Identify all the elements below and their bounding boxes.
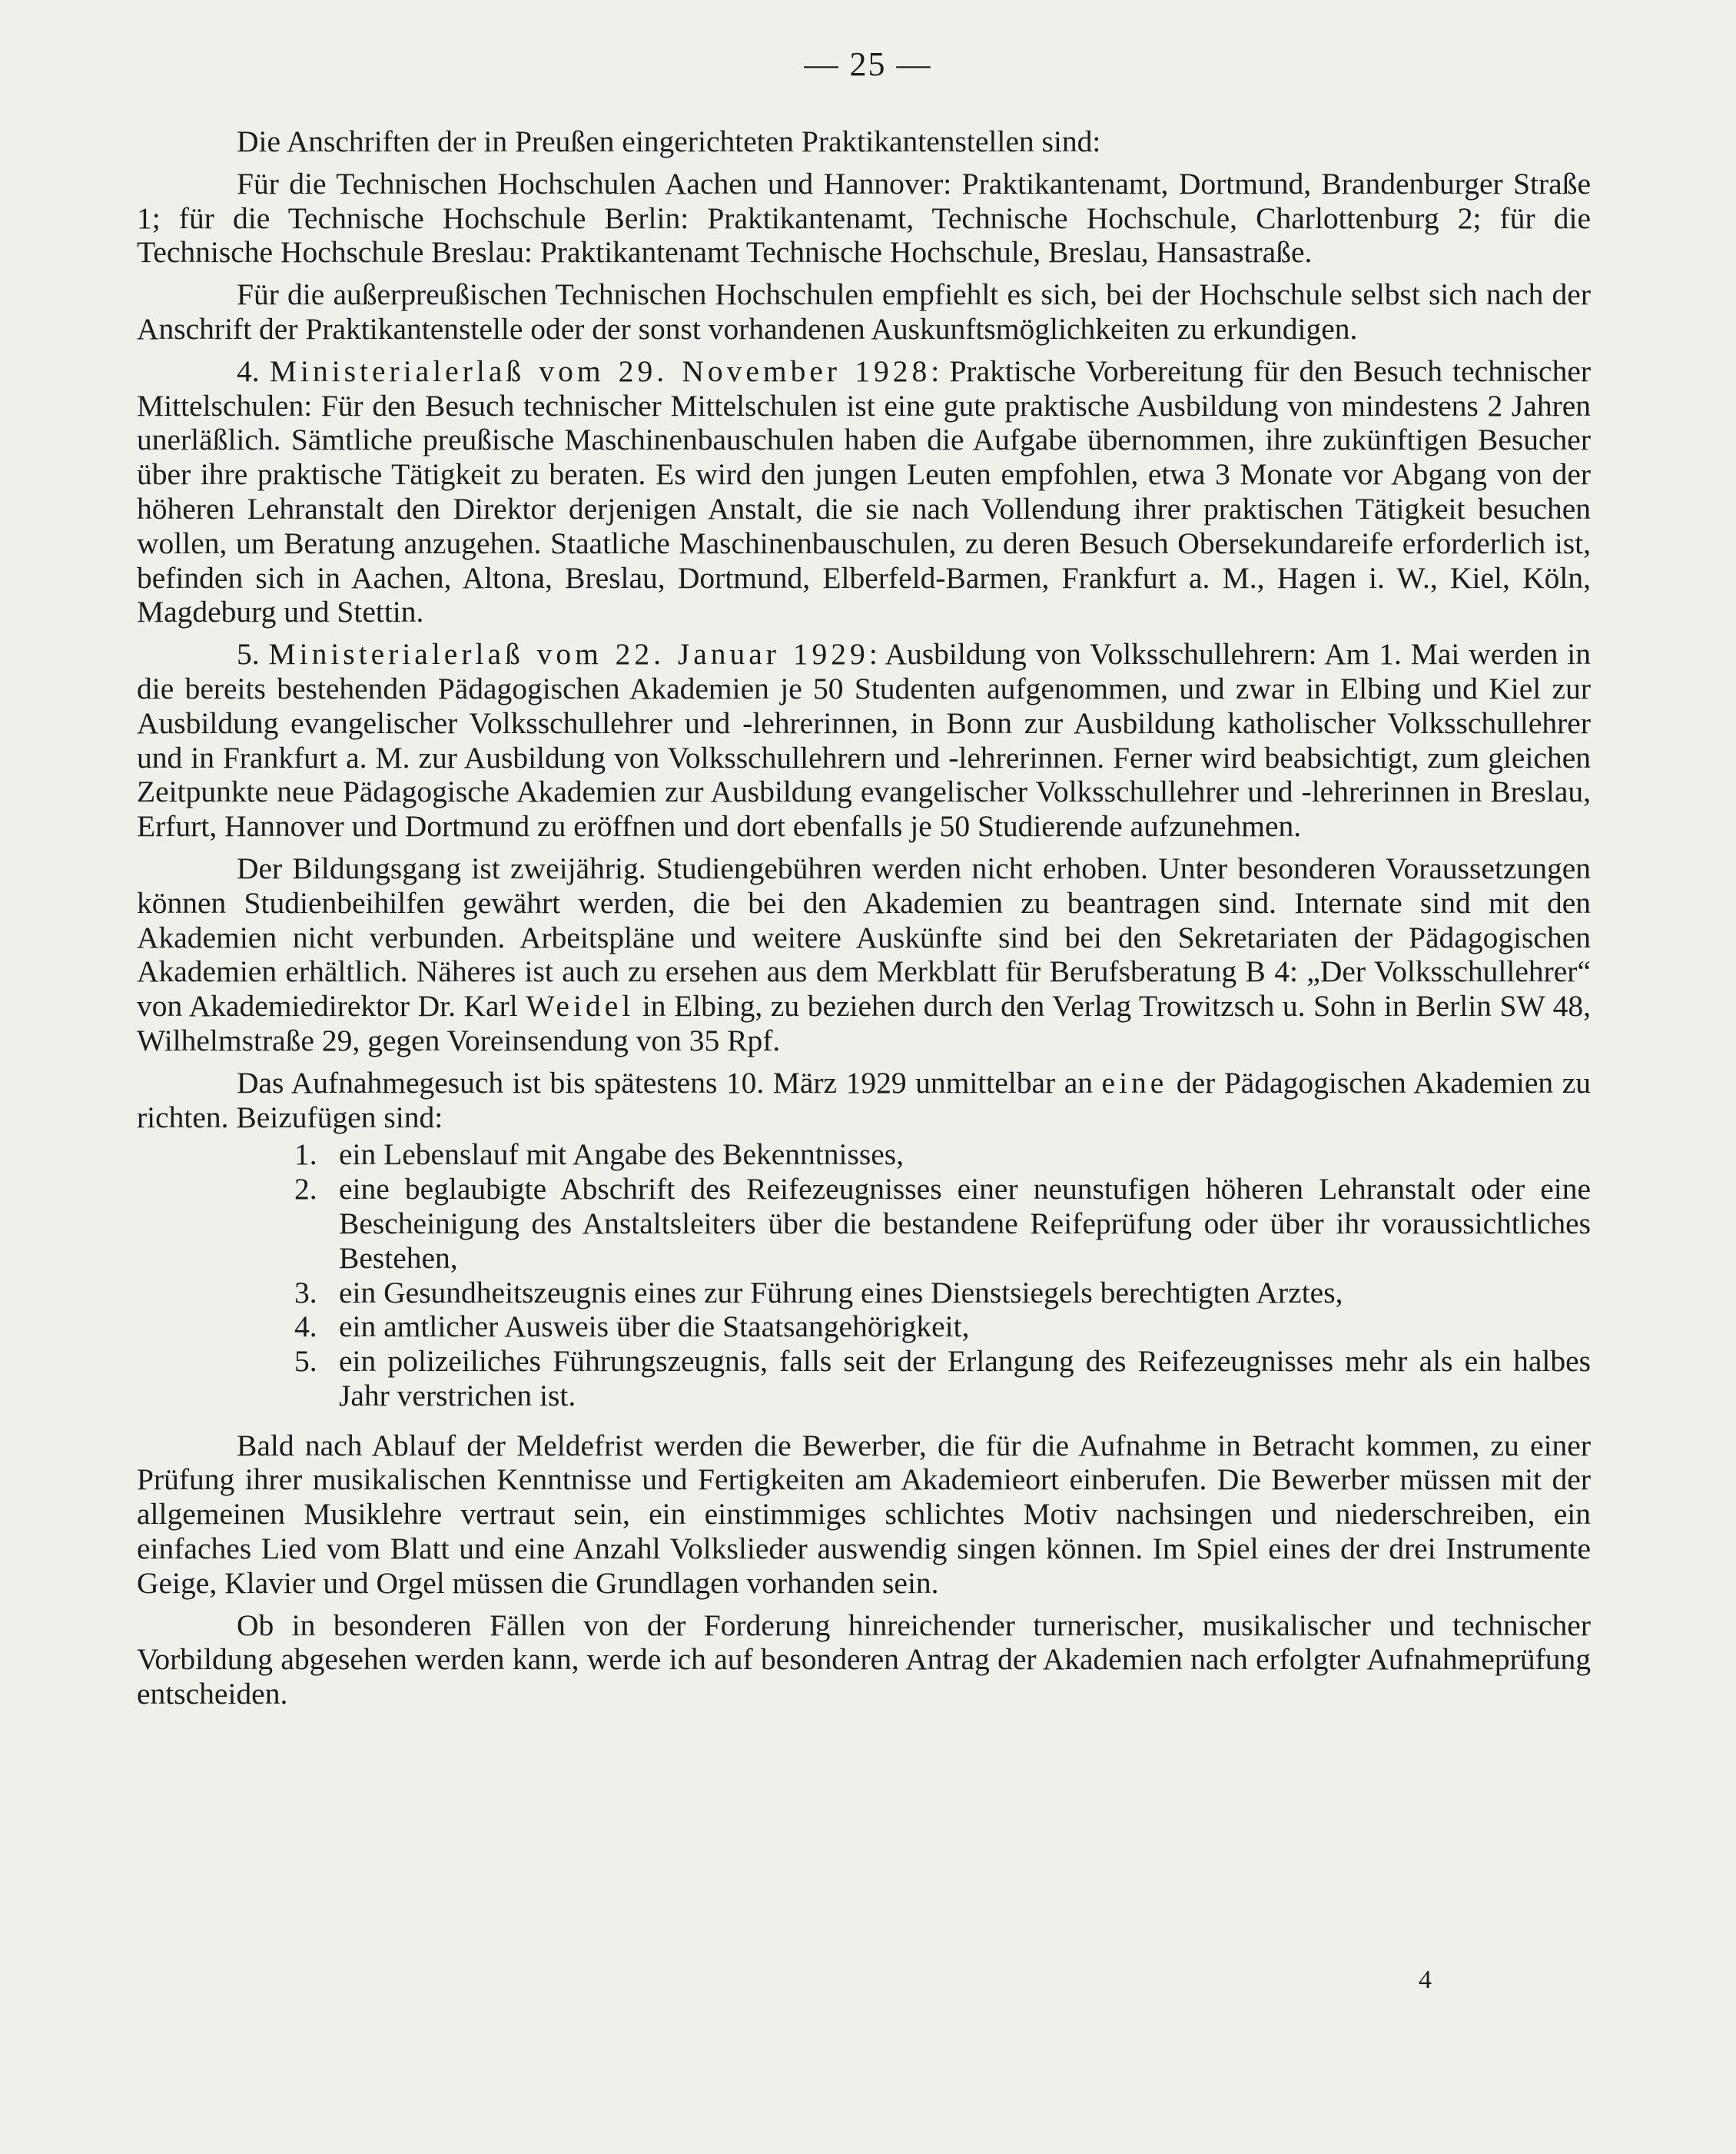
list-item <box>294 1344 1591 1413</box>
list-item-number: 2. <box>294 1172 317 1206</box>
body-text <box>137 124 1591 1711</box>
paragraph-decree-4 <box>137 354 1591 629</box>
paragraph-technical-universities: Für die Technischen Hochschulen Aachen und Hannover: Praktikantenamt, Dortmund, Brandenburger Straße 1; für die Technische Hochschule Berlin: Praktikantenamt, Technische Hochschule, Charlottenburg 2; für die Technische Hochschule Breslau: Praktikantenamt Technische Hochschule, Breslau, Hansastraße. <box>137 166 1591 270</box>
list-item-number: 4. <box>294 1309 317 1344</box>
decree-5-title: Ministerialerlaß vom 22. Januar 1929 <box>268 637 869 672</box>
paragraph-non-prussian: Für die außerpreußischen Technischen Hochschulen empfiehlt es sich, bei der Hochschule selbst sich nach der Anschrift der Praktikantenstelle oder der sonst vorhandenen Auskunftsmöglichkeiten zu erkundigen. <box>137 277 1591 346</box>
list-item-text: ein polizeiliches Führungszeugnis, falls seit der Erlangung des Reifezeugnisses mehr als ein halbes Jahr verstrichen ist. <box>339 1344 1591 1412</box>
list-item <box>294 1172 1591 1275</box>
list-item-number: 3. <box>294 1275 317 1309</box>
decree-4-body: : Praktische Vorbereitung für den Besuch technischer Mittelschulen: Für den Besuch technischer Mittelschulen ist eine gute praktische Ausbildung von mindestens 2 Jahren unerläßlich. Sämtliche preußische Maschinenbauschulen haben die Aufgabe übernommen, ihre zukünftigen Besucher über ihre praktische Tätigkeit zu beraten. Es wird den jungen Leuten empfohlen, etwa 3 Monate vor Abgang von der höheren Lehranstalt den Direktor derjenigen Anstalt, die sie nach Vollendung ihrer praktischen Tätigkeit besuchen wollen, um Beratung anzugehen. Staatliche Maschinenbauschulen, zu deren Besuch Obersekundareife erforderlich ist, befinden sich in Aachen, Altona, Breslau, Dortmund, Elberfeld-Barmen, Frankfurt a. M., Hagen i. W., Kiel, Köln, Magdeburg und Stettin. <box>137 353 1592 629</box>
list-item <box>294 1309 1591 1344</box>
paragraph-exceptions: Ob in besonderen Fällen von der Forderung hinreichender turnerischer, musikalischer und technischer Vorbildung abgesehen werden kann, werde ich auf besonderen Antrag der Akademien nach erfolgter Aufnahmeprüfung entscheiden. <box>137 1608 1591 1711</box>
education-course-text-1: Der Bildungsgang ist zweijährig. Studiengebühren werden nicht erhoben. Unter besonderen Voraussetzungen können Studienbeihilfen gewährt werden, die bei den Akademien zu beantragen sind. Internate sind mit den Akademien nicht verbunden. Arbeitspläne und weitere Auskünfte sind bei den Sekretariaten der Pädagogischen Akademien erhältlich. Näheres ist auch zu ersehen aus dem Merkblatt für Berufsberatung B 4: „Der Volksschullehrer“ von Akademiedirektor Dr. Karl <box>137 851 1591 1024</box>
paragraph-application <box>137 1066 1591 1135</box>
emphasis-eine: eine <box>1101 1065 1168 1100</box>
list-item-text: ein Lebenslauf mit Angabe des Bekenntnisses, <box>339 1137 904 1172</box>
decree-5-number: 5. <box>237 637 269 672</box>
list-item-text: eine beglaubigte Abschrift des Reifezeugnisses einer neunstufigen höheren Lehranstalt oder eine Bescheinigung des Anstaltsleiters über die bestandene Reifeprüfung oder über ihr voraussichtliches Bestehen, <box>339 1172 1591 1275</box>
paragraph-addresses-intro: Die Anschriften der in Preußen eingerichteten Praktikantenstellen sind: <box>237 124 1101 158</box>
list-item <box>294 1276 1591 1310</box>
list-item-number: 5. <box>294 1344 317 1379</box>
requirements-list <box>137 1137 1591 1412</box>
page-number: — 25 — <box>804 45 932 83</box>
list-item <box>294 1137 1591 1172</box>
application-text-2: der Pädagogischen Akademien zu richten. Beizufügen sind: <box>137 1065 1591 1134</box>
decree-4-title: Ministerialerlaß vom 29. November 1928 <box>269 353 931 388</box>
paragraph-music-exam: Bald nach Ablauf der Meldefrist werden die Bewerber, die für die Aufnahme in Betracht kommen, zu einer Prüfung ihrer musikalischen Kenntnisse und Fertigkeiten am Akademieort einberufen. Die Bewerber müssen mit der allgemeinen Musiklehre vertraut sein, ein einstimmiges schlichtes Motiv nachsingen und niederschreiben, ein einfaches Lied vom Blatt und eine Anzahl Volkslieder auswendig singen können. Im Spiel eines der drei Instrumente Geige, Klavier und Orgel müssen die Grundlagen vorhanden sein. <box>137 1428 1591 1600</box>
list-item-number: 1. <box>294 1137 317 1172</box>
decree-5-body: : Ausbildung von Volksschullehrern: Am 1. Mai werden in die bereits bestehenden Pädagogischen Akademien je 50 Studenten aufgenommen, und zwar in Elbing und Kiel zur Ausbildung evangelischer Volksschullehrer und -lehrerinnen, in Bonn zur Ausbildung katholischer Volksschullehrer und in Frankfurt a. M. zur Ausbildung von Volksschullehrern und -lehrerinnen. Ferner wird beabsichtigt, zum gleichen Zeitpunkte neue Pädagogische Akademien zur Ausbildung evangelischer Volksschullehrer und -lehrerinnen in Breslau, Erfurt, Hannover und Dortmund zu eröffnen und dort ebenfalls je 50 Studierende aufzunehmen. <box>137 637 1592 844</box>
paragraph-decree-5 <box>137 637 1591 844</box>
decree-4-number: 4. <box>237 353 270 388</box>
signature-mark: 4 <box>1419 1966 1432 1994</box>
application-text-1: Das Aufnahmegesuch ist bis spätestens 10. März 1929 unmittelbar an <box>237 1065 1102 1100</box>
list-item-text: ein Gesundheitszeugnis eines zur Führung eines Dienstsiegels berechtigten Arztes, <box>339 1275 1343 1309</box>
director-name: Weidel <box>526 989 635 1024</box>
list-item-text: ein amtlicher Ausweis über die Staatsangehörigkeit, <box>339 1309 970 1344</box>
paragraph-education-course <box>137 851 1591 1058</box>
education-course-text-2: in Elbing, zu beziehen durch den Verlag Trowitzsch u. Sohn in Berlin SW 48, Wilhelmstraße 29, gegen Voreinsendung von 35 Rpf. <box>137 989 1591 1057</box>
